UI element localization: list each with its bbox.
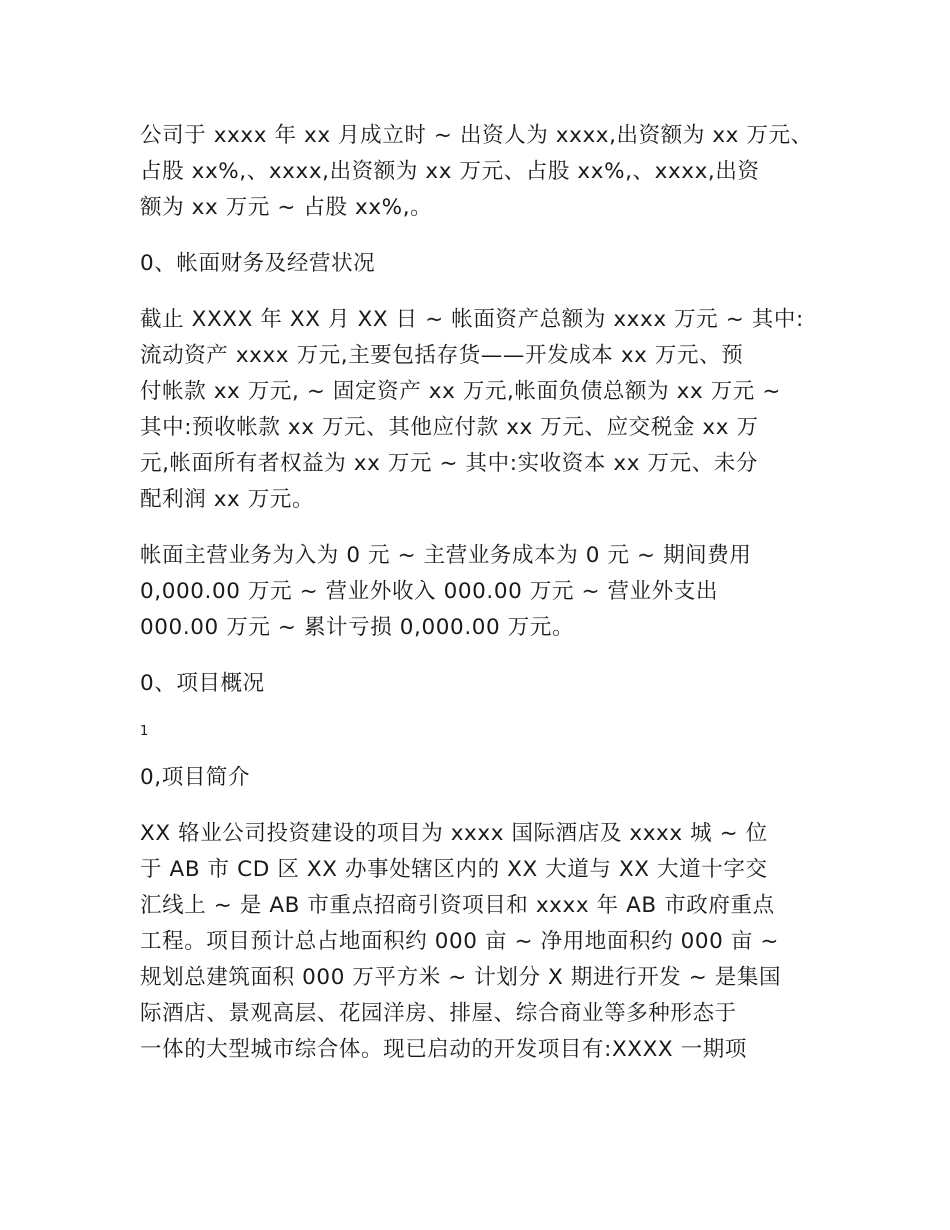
text-line: 额为 xx 万元 ~ 占股 xx%,。	[140, 195, 433, 220]
text-line: XX 辂业公司投资建设的项目为 xxxx 国际酒店及 xxxx 城 ~ 位	[140, 821, 768, 846]
text-line: 于 AB 市 CD 区 XX 办事处辖区内的 XX 大道与 XX 大道十字交	[140, 857, 768, 882]
text-line: 0,000.00 万元 ~ 营业外收入 000.00 万元 ~ 营业外支出	[140, 579, 719, 604]
text-line: 元,帐面所有者权益为 xx 万元 ~ 其中:实收资本 xx 万元、未分	[140, 451, 758, 476]
document-body	[140, 118, 820, 1068]
section-heading: 0、项目概况	[140, 671, 265, 696]
paragraph-income	[140, 538, 820, 646]
paragraph-intro	[140, 816, 820, 1068]
text-line: 付帐款 xx 万元, ~ 固定资产 xx 万元,帐面负债总额为 xx 万元 ~	[140, 379, 781, 404]
page-number: 1	[140, 724, 149, 739]
text-line: 帐面主营业务为入为 0 元 ~ 主营业务成本为 0 元 ~ 期间费用	[140, 543, 752, 568]
text-line: 际酒店、景观高层、花园洋房、排屋、综合商业等多种形态于	[140, 1001, 737, 1026]
section-heading: 0、帐面财务及经营状况	[140, 251, 376, 276]
heading-finance	[140, 246, 820, 282]
text-line: 工程。项目预计总占地面积约 000 亩 ~ 净用地面积约 000 亩 ~	[140, 929, 780, 954]
text-line: 一体的大型城市综合体。现已启动的开发项目有:XXXX 一期项	[140, 1037, 747, 1062]
text-line: 规划总建筑面积 000 万平方米 ~ 计划分 X 期进行开发 ~ 是集国	[140, 965, 782, 990]
text-line: 截止 XXXX 年 XX 月 XX 日 ~ 帐面资产总额为 xxxx 万元 ~ 其中:	[140, 307, 804, 332]
paragraph-founding	[140, 118, 820, 226]
section-heading: 0,项目简介	[140, 765, 251, 790]
text-line: 占股 xx%,、xxxx,出资额为 xx 万元、占股 xx%,、xxxx,出资	[140, 159, 760, 184]
paragraph-balance	[140, 302, 820, 518]
heading-project	[140, 666, 820, 702]
heading-intro	[140, 760, 820, 796]
text-line: 其中:预收帐款 xx 万元、其他应付款 xx 万元、应交税金 xx 万	[140, 415, 759, 440]
text-line: 公司于 xxxx 年 xx 月成立时 ~ 出资人为 xxxx,出资额为 xx 万元、	[140, 123, 813, 148]
text-line: 000.00 万元 ~ 累计亏损 0,000.00 万元。	[140, 615, 575, 640]
text-line: 配利润 xx 万元。	[140, 487, 315, 512]
text-line: 流动资产 xxxx 万元,主要包括存货——开发成本 xx 万元、预	[140, 343, 744, 368]
text-line: 汇线上 ~ 是 AB 市重点招商引资项目和 xxxx 年 AB 市政府重点	[140, 893, 775, 918]
